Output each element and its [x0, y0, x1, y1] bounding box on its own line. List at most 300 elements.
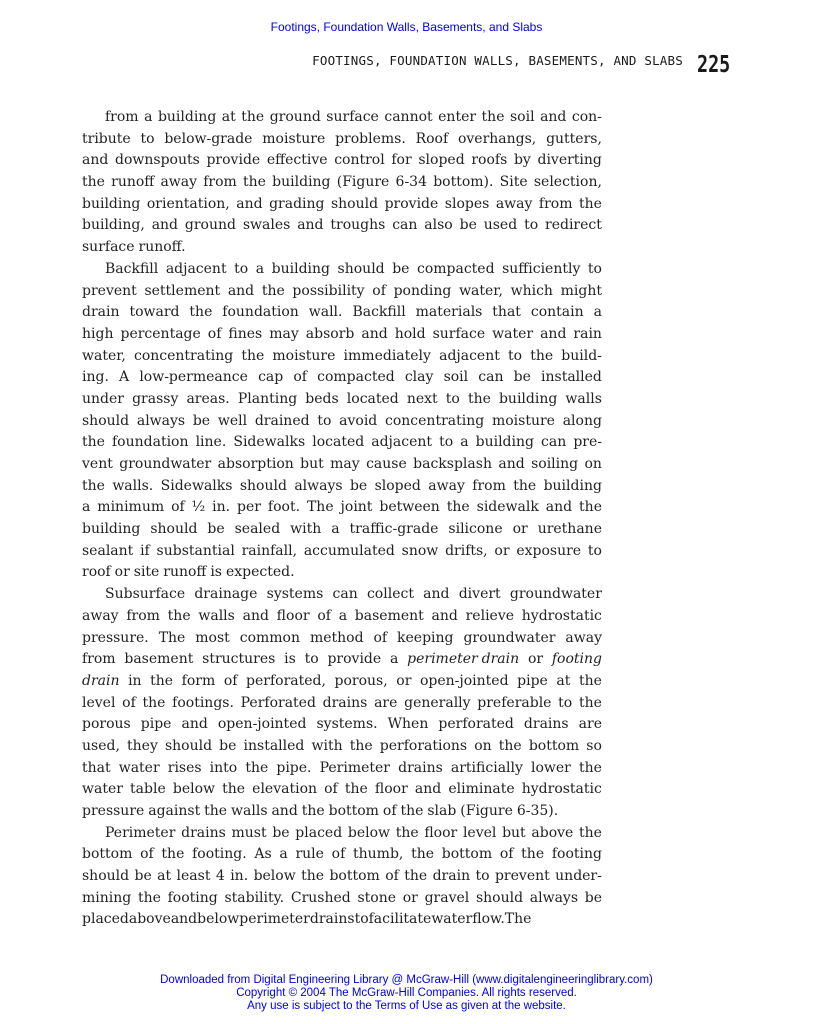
word: below-grade [164, 130, 253, 147]
word: should [330, 195, 379, 212]
word: problems. [335, 130, 406, 147]
word: and [181, 716, 208, 733]
word: at [556, 672, 571, 689]
word: drains [398, 759, 443, 776]
word: facilitate [368, 911, 432, 928]
word: or [527, 651, 544, 668]
word: to [354, 911, 369, 928]
word: be [207, 521, 225, 538]
text-line [82, 302, 602, 324]
word: below [197, 911, 240, 928]
word: 4 [215, 868, 225, 885]
word: keeping [397, 629, 454, 646]
word: contain [530, 304, 584, 321]
word: relieve [465, 607, 515, 624]
word: the [301, 868, 325, 885]
word: a [389, 651, 399, 668]
word: placed [82, 911, 129, 928]
word: The [306, 499, 334, 516]
word: building [498, 390, 558, 407]
word: but [502, 824, 526, 841]
word: Backfill [352, 304, 406, 321]
text-line [82, 259, 602, 281]
word: a [82, 499, 91, 516]
word: A [119, 369, 130, 386]
word: the [142, 694, 166, 711]
word: possibility [292, 282, 365, 299]
text-line [82, 281, 602, 303]
word: absorption [217, 456, 294, 472]
word: water [82, 781, 123, 798]
word: the [150, 672, 174, 689]
word: con- [571, 109, 602, 125]
word: be [392, 260, 410, 277]
word: building, [82, 217, 145, 234]
word: provide [327, 651, 382, 668]
word: low-permeance [139, 369, 248, 386]
word: drains [322, 694, 368, 711]
word: drifts, [445, 542, 488, 559]
word: soiling [531, 456, 579, 472]
word: common [239, 629, 300, 646]
text-line [82, 107, 602, 129]
word: but [300, 456, 324, 472]
word: be [459, 217, 477, 234]
word: bottom [441, 846, 493, 863]
footer-download-link[interactable]: Downloaded from Digital Engineering Library @ McGraw-Hill (www.digitalengineeringlibrary.com) [160, 974, 653, 986]
word: water [118, 759, 160, 776]
word: adjacent [165, 260, 227, 277]
paragraph [82, 823, 602, 931]
word: preferable [477, 694, 552, 711]
word: level [82, 694, 116, 711]
word: prevent [494, 868, 550, 885]
word: to [475, 868, 490, 885]
page-number: 225 [697, 52, 731, 78]
word: drains [181, 824, 226, 841]
word: building [272, 174, 331, 191]
word: the [222, 781, 246, 798]
word: backsplash [413, 456, 492, 472]
word: floor [424, 824, 458, 841]
word: above [128, 911, 171, 928]
word: away [82, 607, 119, 624]
word: in. [230, 868, 249, 885]
word: to [587, 260, 602, 277]
word: vent [82, 456, 113, 472]
word: to [524, 217, 539, 234]
word: avoid [339, 412, 378, 429]
word: surface runoff. [82, 239, 186, 256]
word: of [293, 369, 307, 386]
word: can [392, 217, 418, 234]
word: the [344, 781, 368, 798]
word: areas. [186, 390, 230, 407]
word: be [349, 477, 368, 494]
word: Planting [237, 390, 298, 407]
word: 6-34 [395, 174, 427, 191]
word: Subsurface [105, 586, 186, 603]
word: of [140, 846, 154, 863]
text-line [82, 736, 602, 758]
word: and [423, 586, 450, 603]
word: along [562, 412, 602, 429]
word: the [579, 195, 602, 212]
text-line [82, 541, 602, 563]
word: if [140, 542, 150, 559]
word: structures [202, 651, 276, 668]
word: thumb, [353, 846, 404, 863]
text-line [82, 909, 602, 931]
word: to [558, 694, 573, 711]
word: tribute [82, 130, 131, 147]
word: silicone [448, 521, 503, 538]
word: a [593, 304, 602, 321]
word: foundation [222, 304, 299, 321]
word: settlement [144, 282, 221, 299]
word: the [245, 759, 269, 776]
text-line [82, 758, 602, 780]
word: placed [295, 824, 343, 841]
word: wall. [308, 304, 343, 321]
word: walls [198, 607, 235, 624]
word: should [239, 477, 287, 494]
word: soil [443, 369, 469, 386]
word: with [290, 521, 322, 538]
word: building [271, 260, 330, 277]
word: snow [401, 542, 439, 559]
word: materials [415, 304, 483, 321]
word: toward [129, 304, 180, 321]
word: selection, [533, 174, 602, 191]
word: a [255, 260, 265, 277]
word: perimeter [239, 911, 310, 928]
word: the [404, 868, 428, 885]
text-line [82, 215, 602, 237]
text-line [82, 476, 602, 498]
body-text [82, 107, 602, 931]
word: pipe. [276, 759, 312, 776]
word: the [161, 846, 185, 863]
word: (Figure [336, 174, 390, 191]
word: joint [340, 499, 373, 516]
word: below [253, 868, 296, 885]
word: build- [561, 347, 602, 364]
word: grading [269, 195, 325, 212]
word: building [157, 109, 217, 125]
word: should [164, 737, 213, 754]
word: always [136, 412, 186, 429]
word: sloped [374, 477, 421, 494]
word: the [498, 737, 522, 754]
word: water, [82, 347, 126, 364]
word: away [160, 174, 198, 191]
word: ¹⁄₂ [191, 499, 206, 516]
word: level [462, 824, 497, 841]
word: control [334, 152, 385, 169]
word: ground [184, 217, 236, 234]
word: the [82, 477, 105, 494]
word: be [272, 824, 290, 841]
word: artificially [450, 759, 523, 776]
word: that [82, 759, 111, 776]
word: of [372, 282, 386, 299]
word: fines [228, 325, 263, 342]
word: cause [366, 456, 407, 472]
word: of [373, 629, 388, 646]
text-line [82, 844, 602, 866]
word: and [170, 911, 198, 928]
word: perforated, [246, 672, 326, 689]
word: of [122, 694, 136, 711]
word: generally [404, 694, 471, 711]
word: of [385, 868, 399, 885]
word: can [478, 369, 504, 386]
word: hydrostatic [521, 781, 602, 798]
word: the [481, 109, 505, 125]
word: below [172, 781, 215, 798]
word: should [150, 521, 198, 538]
word: well [217, 412, 248, 429]
word: the [189, 304, 213, 321]
word: table [130, 781, 166, 798]
word: concentrating [385, 412, 485, 429]
word: surface [432, 325, 486, 342]
word: to [508, 347, 523, 364]
word: cap [258, 369, 284, 386]
word: installed [541, 369, 602, 386]
word: collect [366, 586, 414, 603]
text-line [82, 823, 602, 845]
word: adjacent [439, 347, 500, 364]
word: away [495, 195, 533, 212]
word: installed [243, 737, 305, 754]
word: cannot [384, 109, 433, 125]
word: the [137, 889, 161, 906]
word: must [231, 824, 267, 841]
word: and [545, 499, 573, 516]
word: to [587, 542, 602, 559]
word: drain [82, 304, 120, 321]
word: a [144, 109, 153, 125]
word: on [474, 737, 492, 754]
word: and [361, 325, 388, 342]
word: the [167, 607, 191, 624]
word: a [460, 434, 469, 451]
top-source-link[interactable]: Footings, Foundation Walls, Basements, and Slabs [270, 20, 543, 34]
word: traffic-grade [349, 521, 439, 538]
word: and [540, 325, 567, 342]
word: the [579, 499, 602, 516]
word: of [324, 781, 338, 798]
word: runoff [111, 174, 155, 191]
word: used, [82, 737, 120, 754]
word: the [578, 759, 602, 776]
word: of [207, 325, 222, 342]
word: clay [404, 369, 434, 386]
word: rain [573, 325, 602, 342]
word: be [219, 737, 237, 754]
word: pressure. [82, 629, 149, 646]
word: open-jointed [419, 672, 509, 689]
text-line [82, 628, 602, 650]
word: the [349, 737, 373, 754]
word: or [402, 889, 418, 906]
word: of [171, 499, 185, 516]
word: systems. [316, 716, 378, 733]
word: moisture [272, 347, 336, 364]
word: from [82, 651, 116, 668]
word: bottom [329, 868, 380, 885]
text-line [82, 671, 602, 693]
word: always [294, 477, 343, 494]
word: form [181, 672, 216, 689]
word: substantial [156, 542, 235, 559]
word: building [475, 434, 534, 451]
text-line [82, 606, 602, 628]
footer-notice [0, 974, 813, 1013]
word: moisture [262, 130, 326, 147]
word: footing [551, 651, 602, 668]
word: swales [242, 217, 291, 234]
word: Perimeter [105, 824, 176, 841]
word: the [241, 109, 265, 125]
text-line [82, 562, 602, 584]
word: above [531, 824, 574, 841]
word: systems [266, 586, 324, 603]
word: exposure [516, 542, 582, 559]
word: the [241, 347, 265, 364]
word: be [513, 369, 531, 386]
text-line [82, 237, 602, 259]
word: located [312, 434, 365, 451]
word: pressure against the walls and the bottom of the slab (Figure 6-35). [82, 803, 559, 819]
word: prevent [82, 282, 137, 299]
text-line [82, 693, 602, 715]
word: pre- [573, 434, 602, 451]
word: should [82, 412, 130, 429]
word: absorb [305, 325, 355, 342]
word: moisture [491, 412, 555, 429]
word: high [82, 325, 114, 342]
word: the [513, 477, 537, 494]
word: downspouts [115, 152, 200, 169]
word: hold [394, 325, 426, 342]
word: of [499, 846, 514, 863]
word: can [332, 586, 358, 603]
word: at [157, 868, 172, 885]
word: ponding [393, 282, 452, 299]
word: bottom [528, 737, 580, 754]
word: may [330, 456, 360, 472]
word: should [82, 868, 130, 885]
word: pipe [517, 672, 548, 689]
word: footing. [192, 846, 247, 863]
word: floor [276, 607, 310, 624]
word: should [337, 260, 385, 277]
word: drains [523, 716, 569, 733]
text-line [82, 194, 602, 216]
word: hydrostatic [521, 607, 602, 624]
word: rule [295, 846, 324, 863]
word: below [347, 824, 390, 841]
word: to [140, 130, 155, 147]
word: are [578, 716, 602, 733]
word: open-jointed [217, 716, 307, 733]
word: gravel [424, 889, 470, 906]
word: under [82, 390, 124, 407]
word: that [492, 304, 521, 321]
word: always [529, 889, 579, 906]
word: The [504, 911, 532, 928]
word: the [82, 434, 105, 451]
word: to [234, 260, 249, 277]
word: provide [384, 195, 439, 212]
word: located [346, 390, 399, 407]
word: groundwater [509, 586, 602, 603]
word: most [195, 629, 230, 646]
word: at [221, 109, 236, 125]
word: compacted [416, 260, 495, 277]
word: be [134, 868, 152, 885]
word: the [243, 174, 266, 191]
word: rises [167, 759, 202, 776]
word: away [428, 477, 465, 494]
word: building [543, 477, 602, 494]
word: per [237, 499, 261, 516]
word: water [431, 911, 473, 928]
word: to [317, 412, 332, 429]
word: be [192, 412, 211, 429]
word: Backfill [105, 260, 159, 277]
word: When [387, 716, 429, 733]
word: and [498, 456, 525, 472]
word: away [565, 629, 602, 646]
text-line [82, 367, 602, 389]
word: groundwater [463, 629, 556, 646]
word: foundation [112, 434, 189, 451]
word: slopes [444, 195, 490, 212]
word: a [338, 607, 348, 624]
word: and [540, 109, 567, 125]
text-line [82, 172, 602, 194]
word: orientation, [146, 195, 230, 212]
word: of [331, 846, 346, 863]
word: and [431, 607, 458, 624]
word: a [331, 521, 340, 538]
word: to [304, 651, 319, 668]
word: Roof [415, 130, 449, 147]
word: under- [555, 868, 602, 885]
word: effective [266, 152, 328, 169]
word: the [521, 846, 545, 863]
word: ground [269, 109, 321, 125]
word: Perforated [240, 694, 316, 711]
paragraph [82, 584, 602, 823]
word: lower [531, 759, 571, 776]
word: the [578, 694, 602, 711]
word: footings. [172, 694, 234, 711]
text-line [82, 454, 602, 476]
word: roofs [471, 152, 508, 169]
word: provide [206, 152, 261, 169]
word: they [127, 737, 158, 754]
word: the [579, 824, 602, 841]
word: roof or site runoff is expected. [82, 564, 295, 581]
text-line [82, 584, 602, 606]
word: floor [374, 781, 408, 798]
text-line [82, 129, 602, 151]
